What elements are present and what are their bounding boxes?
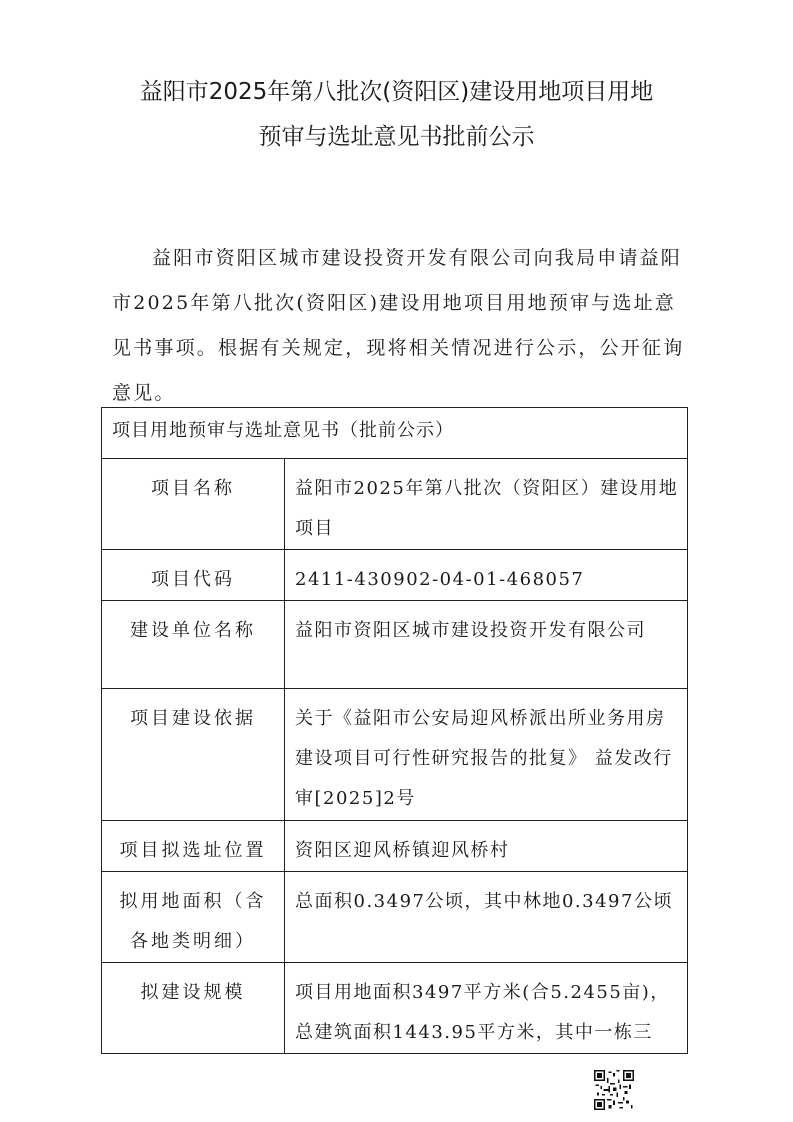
row-label: 项目名称 bbox=[102, 459, 285, 550]
table-row bbox=[102, 963, 688, 1054]
intro-paragraph: 益阳市资阳区城市建设投资开发有限公司向我局申请益阳市2025年第八批次(资阳区)建设用地项目用地预审与选址意见书事项。根据有关规定，现将相关情况进行公示，公开征询意见。 bbox=[112, 247, 685, 404]
info-table bbox=[101, 407, 688, 1054]
row-value: 关于《益阳市公安局迎风桥派出所业务用房建设项目可行性研究报告的批复》 益发改行审[2025]2号 bbox=[285, 689, 688, 821]
table-caption: 项目用地预审与选址意见书（批前公示） bbox=[102, 408, 688, 459]
row-value: 项目用地面积3497平方米(合5.2455亩)，总建筑面积1443.95平方米，其中一栋三 bbox=[285, 963, 688, 1054]
table-row bbox=[102, 689, 688, 821]
table-row bbox=[102, 601, 688, 689]
table-row bbox=[102, 821, 688, 872]
qr-code-icon bbox=[594, 1070, 634, 1110]
table-row bbox=[102, 550, 688, 601]
row-value: 益阳市资阳区城市建设投资开发有限公司 bbox=[285, 601, 688, 689]
table-row bbox=[102, 459, 688, 550]
row-value: 益阳市2025年第八批次（资阳区）建设用地项目 bbox=[285, 459, 688, 550]
row-label: 项目建设依据 bbox=[102, 689, 285, 821]
document-title bbox=[60, 70, 733, 160]
row-value: 总面积0.3497公顷，其中林地0.3497公顷 bbox=[285, 872, 688, 963]
table-row bbox=[102, 872, 688, 963]
row-label: 建设单位名称 bbox=[102, 601, 285, 689]
title-line-2: 预审与选址意见书批前公示 bbox=[258, 124, 535, 150]
table-caption-row bbox=[102, 408, 688, 459]
row-value: 资阳区迎风桥镇迎风桥村 bbox=[285, 821, 688, 872]
row-label: 拟建设规模 bbox=[102, 963, 285, 1054]
title-line-1: 益阳市2025年第八批次(资阳区)建设用地项目用地 bbox=[139, 79, 654, 105]
row-label: 项目拟选址位置 bbox=[102, 821, 285, 872]
row-label: 拟用地面积（含各地类明细） bbox=[102, 872, 285, 963]
row-label: 项目代码 bbox=[102, 550, 285, 601]
row-value: 2411-430902-04-01-468057 bbox=[285, 550, 688, 601]
